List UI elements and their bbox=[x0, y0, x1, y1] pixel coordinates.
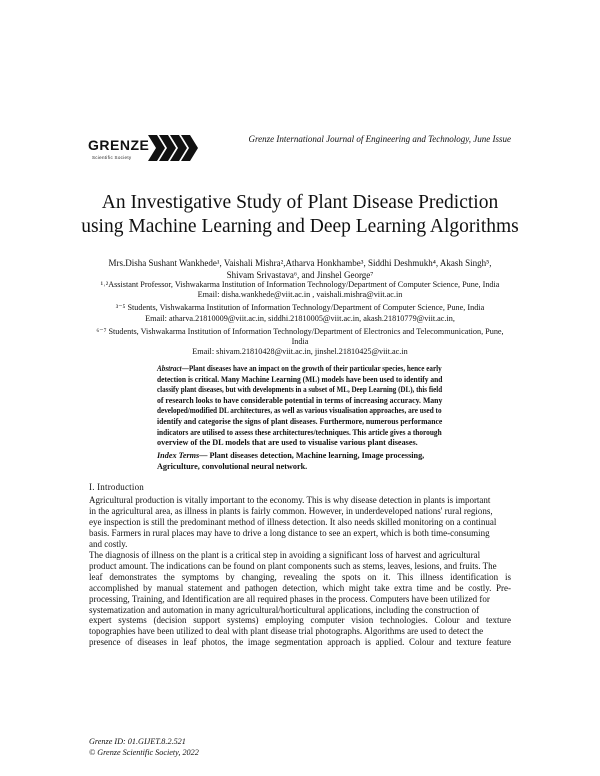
affiliation-line: ³⁻⁵ Students, Vishwakarma Institution of Information Technology/Department of Computer Science, Pune, India bbox=[115, 303, 485, 313]
abstract-line: indicators are utilised to assess these architectures/techniques. This article gives a thorough bbox=[157, 427, 442, 437]
body-text bbox=[89, 495, 511, 648]
abstract-line: overview of the DL models that are used to visualise various plant diseases. bbox=[157, 438, 418, 448]
abstract-line: —Plant diseases have an impact on the growth of their particular species, hence early bbox=[181, 364, 442, 373]
abstract-line: of research looks to have considerable potential in terms of increasing accuracy. Many bbox=[157, 395, 443, 405]
affiliation-email: Email: atharva.21810009@viit.ac.in, siddhi.21810005@viit.ac.in, akash.21810779@viit.ac.in, bbox=[145, 313, 455, 323]
index-terms-text: — Plant diseases detection, Machine learning, Image processing, Agriculture, convolutional neural network. bbox=[157, 451, 425, 471]
logo-wordmark: GRENZE bbox=[88, 137, 150, 153]
abstract-line: detection is critical. Many Machine Learning (ML) models have been used to identify and bbox=[157, 374, 443, 384]
body-line: basis. Farmers in rural places may have to drive a long distance to see an expert, which is both time-consuming bbox=[89, 527, 490, 538]
abstract bbox=[157, 364, 442, 449]
body-line: presence of diseases in leaf photos, the image segmentation approach is applied. Colour and texture feature bbox=[89, 637, 511, 648]
body-line: leaf demonstrates the symptoms by changing, revealing the spots on it. This illness identification is bbox=[89, 571, 511, 582]
body-line: expert systems (decision support systems) employing computer vision technologies. Colour and texture bbox=[89, 615, 511, 626]
page-footer bbox=[89, 737, 199, 758]
logo-subtitle: Scientific Society bbox=[92, 155, 132, 160]
abstract-line: identify and categorise the signs of plant diseases. Furthermore, numerous performance bbox=[157, 416, 443, 426]
grenze-logo bbox=[88, 131, 198, 167]
affiliation-line: ⁶⁻⁷ Students, Vishwakarma Institution of Information Technology/Department of Electronics and Telecommunication, Pune, bbox=[96, 326, 504, 336]
body-line: processing, Training, and Identification are all required phases in the process. Computers have been utilized for bbox=[89, 593, 490, 604]
copyright: © Grenze Scientific Society, 2022 bbox=[89, 747, 199, 757]
affiliation-line: ¹˒²Assistant Professor, Vishwakarma Institution of Information Technology/Department of Computer Science, Pune, India bbox=[100, 280, 500, 289]
grenze-id: Grenze ID: 01.GIJET.8.2.521 bbox=[89, 737, 186, 746]
index-terms bbox=[157, 451, 442, 472]
abstract-line: classify plant diseases, but with developments in a subset of ML, Deep Learning (DL), this field bbox=[157, 385, 443, 395]
affiliations bbox=[86, 280, 514, 357]
section-heading: I. Introduction bbox=[89, 482, 144, 492]
affiliation-line: India bbox=[291, 337, 309, 347]
author-list bbox=[70, 257, 530, 281]
title-line: An Investigative Study of Plant Disease Prediction bbox=[101, 192, 499, 213]
affiliation-email: Email: shivam.21810428@viit.ac.in, jinshel.21810425@viit.ac.in bbox=[192, 347, 408, 357]
affiliation-email: Email: disha.wankhede@viit.ac.in , vaishali.mishra@viit.ac.in bbox=[197, 290, 403, 300]
body-line: The diagnosis of illness on the plant is a critical step in avoiding a significant loss of harvest and agricultural bbox=[89, 549, 481, 560]
title-line: using Machine Learning and Deep Learning Algorithms bbox=[81, 216, 519, 237]
chevrons-icon bbox=[148, 133, 198, 163]
authors-line: Shivam Srivastava⁶, and Jinshel George⁷ bbox=[226, 270, 374, 280]
body-line: topographies have been utilized to deal with plant disease trial photographs. Algorithms are used to detect the bbox=[89, 626, 484, 637]
body-line: systematization and automation in many agricultural/horticultural applications, including the construction of bbox=[89, 604, 480, 615]
body-line: Agricultural production is vitally important to the economy. This is why disease detection in plants is important bbox=[89, 495, 491, 505]
body-line: and costly. bbox=[89, 538, 128, 549]
body-line: eye inspection is still the predominant method of illness detection. It also needs skilled monitoring on a continual bbox=[89, 516, 497, 527]
index-terms-label: Index Terms bbox=[157, 451, 200, 460]
abstract-label: Abstract bbox=[157, 364, 182, 373]
authors-line: Mrs.Disha Sushant Wankhede¹, Vaishali Mishra²,Atharva Honkhambe³, Siddhi Deshmukh⁴, Akash Singh⁵, bbox=[108, 258, 492, 268]
body-line: accomplished by manual statement and pathogen detection, which might take extra time and be costly. Pre- bbox=[89, 582, 511, 593]
body-line: in the agricultural area, as illness in plants is fairly common. However, in underdeveloped nations' rural regions, bbox=[89, 505, 493, 516]
paper-title bbox=[40, 191, 560, 239]
journal-header: Grenze International Journal of Engineering and Technology, June Issue bbox=[248, 134, 511, 144]
body-line: product amount. The indications can be found on plant components such as stems, leaves, lesions, and fruits. The bbox=[89, 560, 497, 571]
abstract-line: developed/modified DL architectures, as well as various visualisation approaches, are used to bbox=[157, 406, 442, 416]
